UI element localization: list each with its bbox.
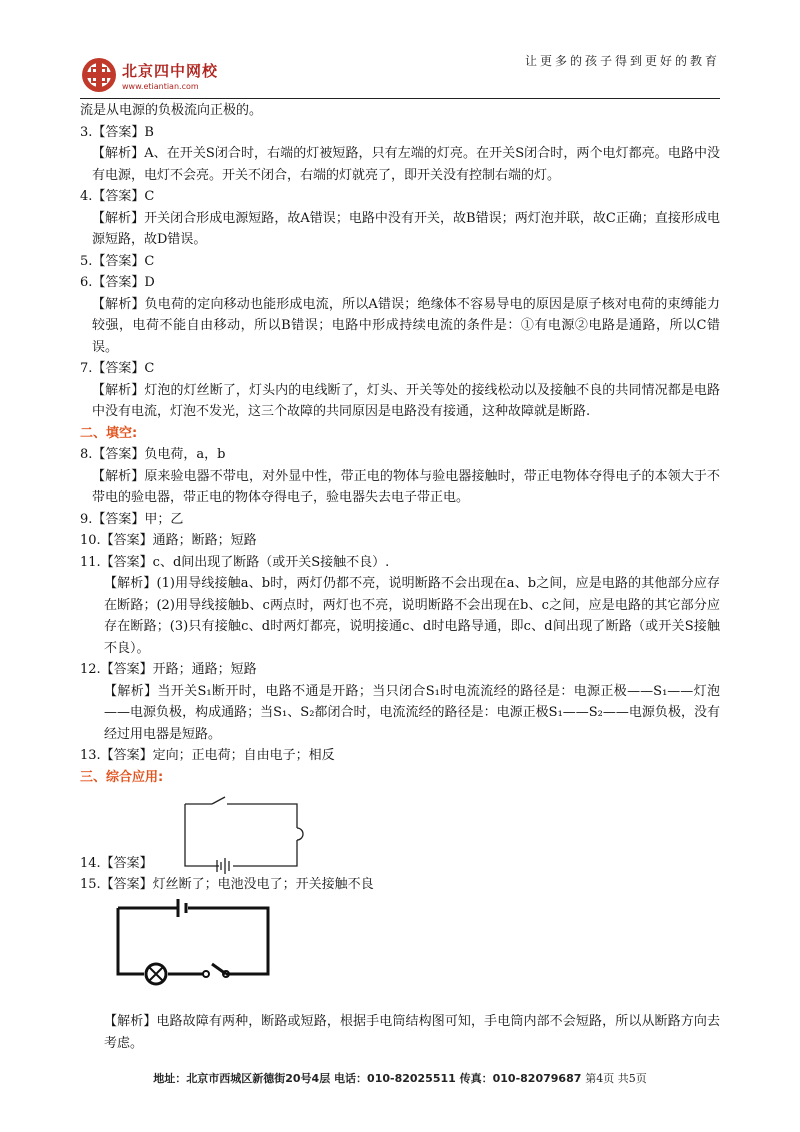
footer-address: 地址：北京市西城区新德街20号4层 电话：010-82025511 传真：010-82079687: [153, 1072, 582, 1085]
q11-answer: 11.【答案】c、d间出现了断路（或开关S接触不良）.: [80, 554, 390, 570]
page-footer: [0, 1070, 800, 1086]
q14-block: [80, 788, 720, 874]
q8-explanation: 【解析】原来验电器不带电，对外显中性，带正电的物体与验电器接触时，带正电物体夺得电子的本领大于不带电的验电器，带正电的物体夺得电子，验电器失去电子带正电。: [92, 468, 720, 505]
q12-explanation: 【解析】当开关S₁断开时，电路不通是开路；当只闭合S₁时电流流经的路径是：电源正极——S₁——灯泡——电源负极，构成通路；当S₁、S₂都闭合时，电流流经的路径是：电源正极S₁——S₂——电源负极，没有经过用电器是短路。: [104, 683, 720, 742]
q11-explanation: 【解析】(1)用导线接触a、b时，两灯仍都不亮，说明断路不会出现在a、b之间，应是电路的其他部分应存在断路；(2)用导线接触b、c两点时，两灯也不亮，说明断路不会出现在b、c之间，应是电路的其它部分应存在断路；(3)只有接触c、d时两灯都亮，说明接通c、d时电路导通，即c、d间出现了断路（或开关S接触不良）。: [104, 576, 720, 656]
continued-text: 流是从电源的负极流向正极的。: [80, 103, 263, 118]
section-fill-blank: 二、填空:: [80, 425, 138, 441]
q6-explanation: 【解析】负电荷的定向移动也能形成电流，所以A错误；绝缘体不容易导电的原因是原子核对电荷的束缚能力较强，电荷不能自由移动，所以B错误；电路中形成持续电流的条件是：①有电源②电路是通路，所以C错误。: [92, 296, 720, 355]
q6-answer: 6.【答案】D: [80, 275, 155, 290]
q3-answer: 3.【答案】B: [80, 124, 154, 140]
q13-answer: 13.【答案】定向；正电荷；自由电子；相反: [80, 748, 335, 763]
q8-answer: 8.【答案】负电荷，a，b: [80, 447, 226, 462]
header-divider: [80, 98, 720, 99]
q4-answer: 4.【答案】C: [80, 189, 155, 204]
q5-answer: 5.【答案】C: [80, 253, 155, 269]
q15-answer: 15.【答案】灯丝断了；电池没电了；开关接触不良: [80, 877, 374, 892]
q3-explanation: 【解析】A、在开关S闭合时，右端的灯被短路，只有左端的灯亮。在开关S闭合时，两个电灯都亮。电路中没有电源，电灯不会亮。开关不闭合，右端的灯就亮了，即开关没有控制右端的灯。: [92, 146, 720, 183]
flashlight-circuit-diagram: [108, 896, 278, 986]
section-application: 三、综合应用:: [80, 769, 164, 785]
q12-answer: 12.【答案】开路；通路；短路: [80, 662, 257, 677]
logo-icon: [80, 56, 118, 94]
logo-url: www.etiantian.com: [122, 82, 199, 91]
circuit-diagram-q14: [157, 794, 317, 874]
q10-answer: 10.【答案】通路；断路；短路: [80, 533, 257, 548]
q4-explanation: 【解析】开关闭合形成电源短路，故A错误；电路中没有开关，故B错误；两灯泡并联，故C正确；直接形成电源短路，故D错误。: [92, 210, 720, 247]
answer-content: [80, 100, 720, 1054]
header-slogan: 让更多的孩子得到更好的教育: [524, 54, 720, 68]
logo-text: 北京四中网校: [122, 62, 219, 80]
page-number: 第4页 共5页: [585, 1072, 647, 1085]
q7-explanation: 【解析】灯泡的灯丝断了，灯头内的电线断了，灯头、开关等处的接线松动以及接触不良的共同情况都是电路中没有电流，灯泡不发光，这三个故障的共同原因是电路没有接通，这种故障就是断路.: [92, 382, 720, 419]
q14-answer: 14.【答案】: [80, 855, 153, 871]
page-header: [80, 40, 720, 102]
q15-explanation: 【解析】电路故障有两种，断路或短路，根据手电筒结构图可知，手电筒内部不会短路，所以从断路方向去考虑。: [104, 1014, 720, 1051]
q7-answer: 7.【答案】C: [80, 361, 155, 376]
q9-answer: 9.【答案】甲；乙: [80, 511, 184, 527]
